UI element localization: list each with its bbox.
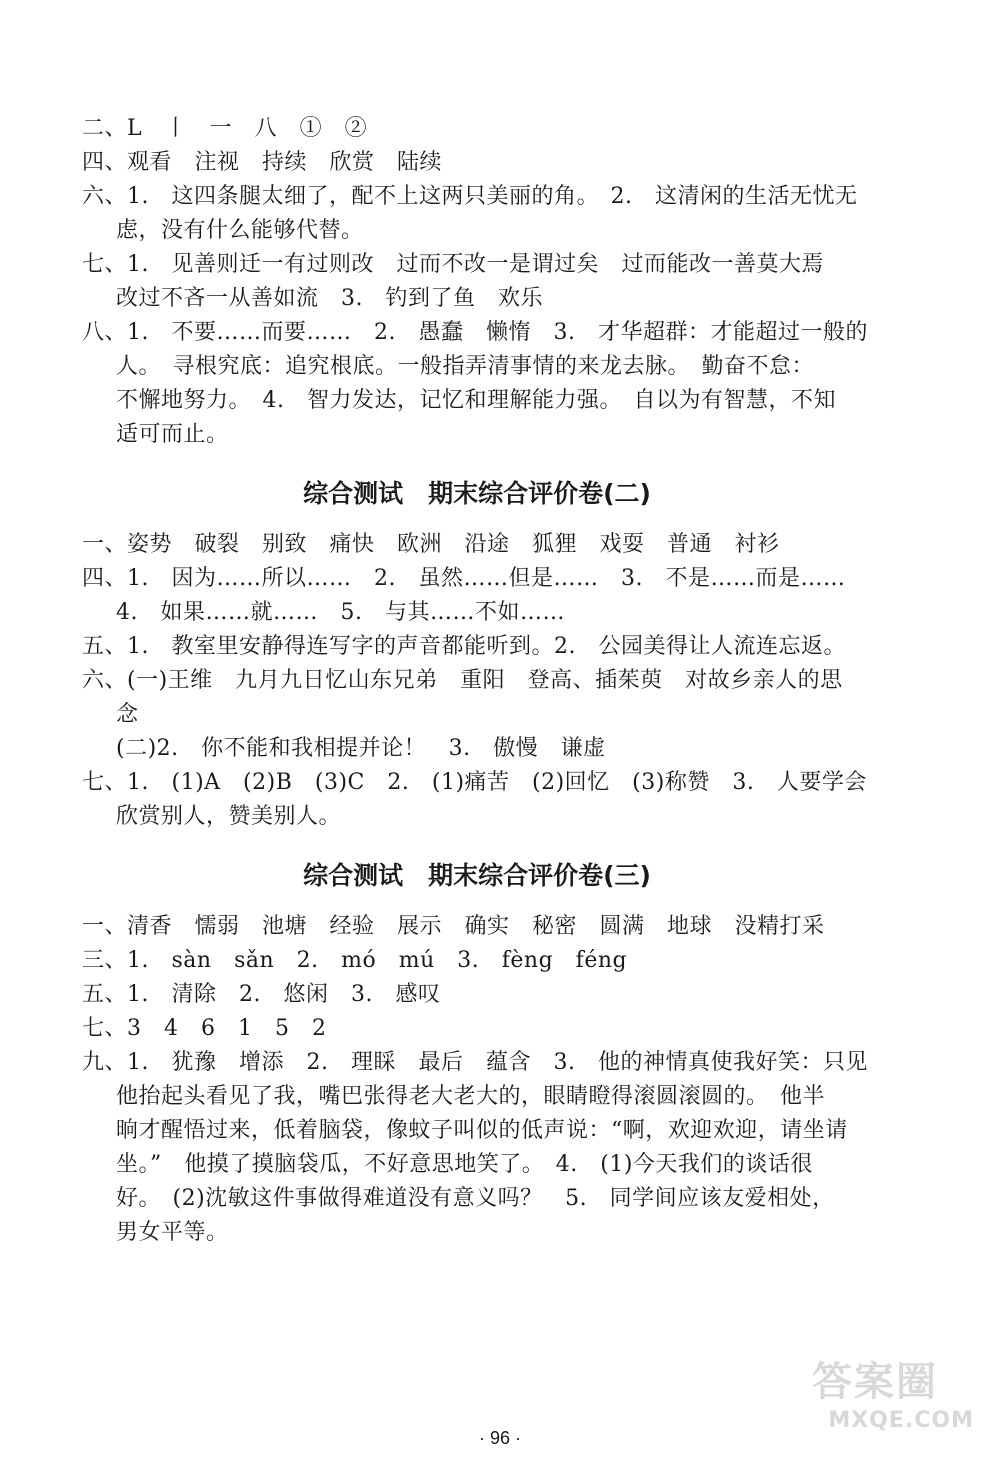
answer-line: 欣赏别人，赞美别人。 xyxy=(116,804,342,829)
answer-line: 七、1. (1)A (2)B (3)C 2. (1)痛苦 (2)回忆 (3)称赞 3. 人要学会 xyxy=(82,770,867,795)
answer-line: 好。 (2)沈敏这件事做得难道没有意义吗？ 5. 同学间应该友爱相处， xyxy=(116,1186,835,1211)
watermark-logo xyxy=(812,1356,982,1451)
answer-line: 八、1. 不要……而要…… 2. 愚蠢 懒惰 3. 才华超群：才能超过一般的 xyxy=(82,320,868,345)
answer-line: 一、清香 懦弱 池塘 经验 展示 确实 秘密 圆满 地球 没精打采 xyxy=(82,914,825,939)
answer-line: 七、1. 见善则迁一有过则改 过而不改一是谓过矣 过而能改一善莫大焉 xyxy=(82,252,824,277)
answer-line: 三、1. sàn sǎn 2. mó mú 3. fèng féng xyxy=(82,948,628,973)
answer-line: 四、观看 注视 持续 欣赏 陆续 xyxy=(82,150,443,175)
answer-line: 一、姿势 破裂 别致 痛快 欧洲 沿途 狐狸 戏耍 普通 衬衫 xyxy=(82,532,780,557)
answer-line: 4. 如果……就…… 5. 与其……不如…… xyxy=(116,600,565,625)
watermark-text: 答案圈 xyxy=(812,1359,938,1405)
page-number: · 96 · xyxy=(478,1428,521,1448)
answer-line: 男女平等。 xyxy=(116,1220,229,1245)
answer-line: 适可而止。 xyxy=(116,422,229,447)
watermark-url: MXQE.COM xyxy=(828,1408,974,1433)
answer-line: 五、1. 清除 2. 悠闲 3. 感叹 xyxy=(82,982,441,1007)
answer-line: 九、1. 犹豫 增添 2. 理睬 最后 蕴含 3. 他的神情真使我好笑：只见 xyxy=(82,1050,868,1075)
answer-line: 坐。” 他摸了摸脑袋瓜，不好意思地笑了。 4. (1)今天我们的谈话很 xyxy=(116,1152,813,1177)
answer-line: 七、3 4 6 1 5 2 xyxy=(82,1016,327,1041)
section-title: 综合测试 期末综合评价卷(二) xyxy=(303,479,651,508)
answer-line: 二、L 丨 一 八 ① ② xyxy=(82,116,368,141)
answer-line: 晌才醒悟过来，低着脑袋，像蚊子叫似的低声说：“啊，欢迎欢迎，请坐请 xyxy=(116,1118,848,1143)
answer-page xyxy=(82,112,872,1250)
answer-line: 他抬起头看见了我，嘴巴张得老大老大的，眼睛瞪得滚圆滚圆的。 他半 xyxy=(116,1084,826,1109)
answer-line: 六、(一)王维 九月九日忆山东兄弟 重阳 登高、插茱萸 对故乡亲人的思 xyxy=(82,668,843,693)
answer-line: 人。 寻根究底：追究根底。一般指弄清事情的来龙去脉。 勤奋不怠： xyxy=(116,354,815,379)
answer-line: 五、1. 教室里安静得连写字的声音都能听到。2. 公园美得让人流连忘返。 xyxy=(82,634,846,659)
answer-line: 念 xyxy=(116,702,139,727)
answer-line: 改过不吝一从善如流 3. 钓到了鱼 欢乐 xyxy=(116,286,543,311)
answer-line: 不懈地努力。 4. 智力发达，记忆和理解能力强。 自以为有智慧，不知 xyxy=(116,388,836,413)
section-title: 综合测试 期末综合评价卷(三) xyxy=(303,861,651,890)
answer-line: 六、1. 这四条腿太细了，配不上这两只美丽的角。 2. 这清闲的生活无忧无 xyxy=(82,184,858,209)
answer-line: 虑，没有什么能够代替。 xyxy=(116,218,364,243)
answer-line: (二)2. 你不能和我相提并论！ 3. 傲慢 谦虚 xyxy=(116,736,606,761)
answer-line: 四、1. 因为……所以…… 2. 虽然……但是…… 3. 不是……而是…… xyxy=(82,566,846,591)
